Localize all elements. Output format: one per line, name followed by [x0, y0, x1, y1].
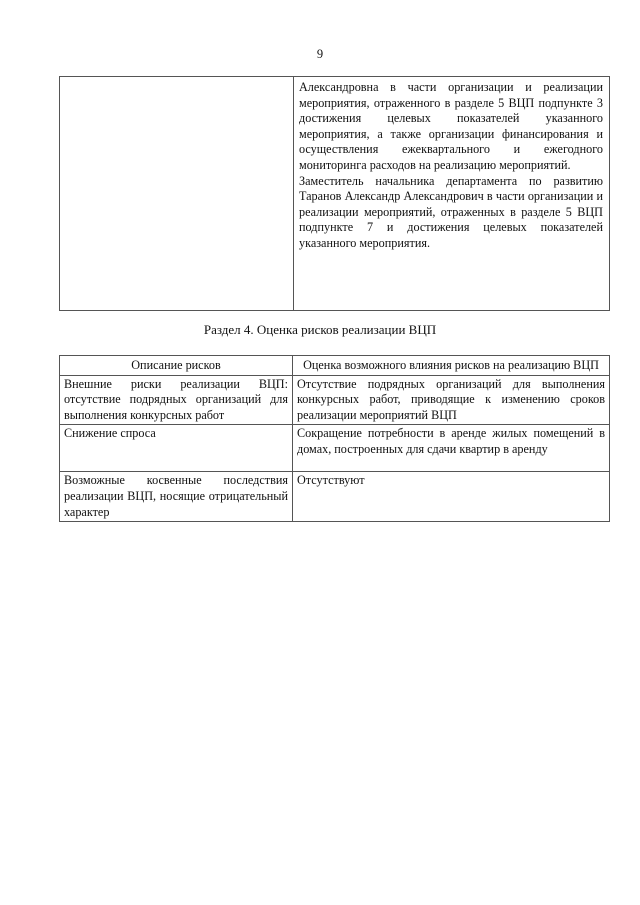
page-number: 9	[316, 47, 324, 61]
risk-description: Возможные косвенные последствия реализации ВЦП, носящие отрицательный характер	[60, 472, 293, 522]
responsibility-cell	[294, 77, 610, 311]
responsibility-paragraph-1: Александровна в части организации и реализации мероприятия, отраженного в разделе 5 ВЦП подпункте 3 достижения целевых показателей указанного мероприятия, а также организации финансирования и осуществления ежеквартального и ежегодного мониторинга расходов на реализацию мероприятий.	[299, 80, 603, 172]
risk-header-impact: Оценка возможного влияния рисков на реализацию ВЦП	[293, 356, 610, 376]
section-title: Раздел 4. Оценка рисков реализации ВЦП	[203, 322, 437, 337]
risk-description: Снижение спроса	[60, 425, 293, 472]
table-header-row	[60, 356, 610, 376]
table-row	[60, 375, 610, 425]
table-row	[60, 425, 610, 472]
risk-header-description: Описание рисков	[60, 356, 293, 376]
empty-cell	[60, 77, 294, 311]
risk-impact: Сокращение потребности в аренде жилых помещений в домах, построенных для сдачи квартир в аренду	[293, 425, 610, 472]
responsibility-table	[59, 76, 610, 311]
table-row	[60, 472, 610, 522]
risk-impact: Отсутствуют	[293, 472, 610, 522]
responsibility-paragraph-2: Заместитель начальника департамента по развитию Таранов Александр Александрович в части организации и реализации мероприятий, отраженных в разделе 5 ВЦП подпункте 7 и достижения целевых показателей указанного мероприятия.	[299, 173, 603, 250]
table-row	[60, 77, 610, 311]
risk-impact: Отсутствие подрядных организаций для выполнения конкурсных работ, приводящие к изменению сроков реализации мероприятий ВЦП	[293, 375, 610, 425]
risk-description: Внешние риски реализации ВЦП: отсутствие подрядных организаций для выполнения конкурсных работ	[60, 375, 293, 425]
risk-table	[59, 355, 610, 522]
